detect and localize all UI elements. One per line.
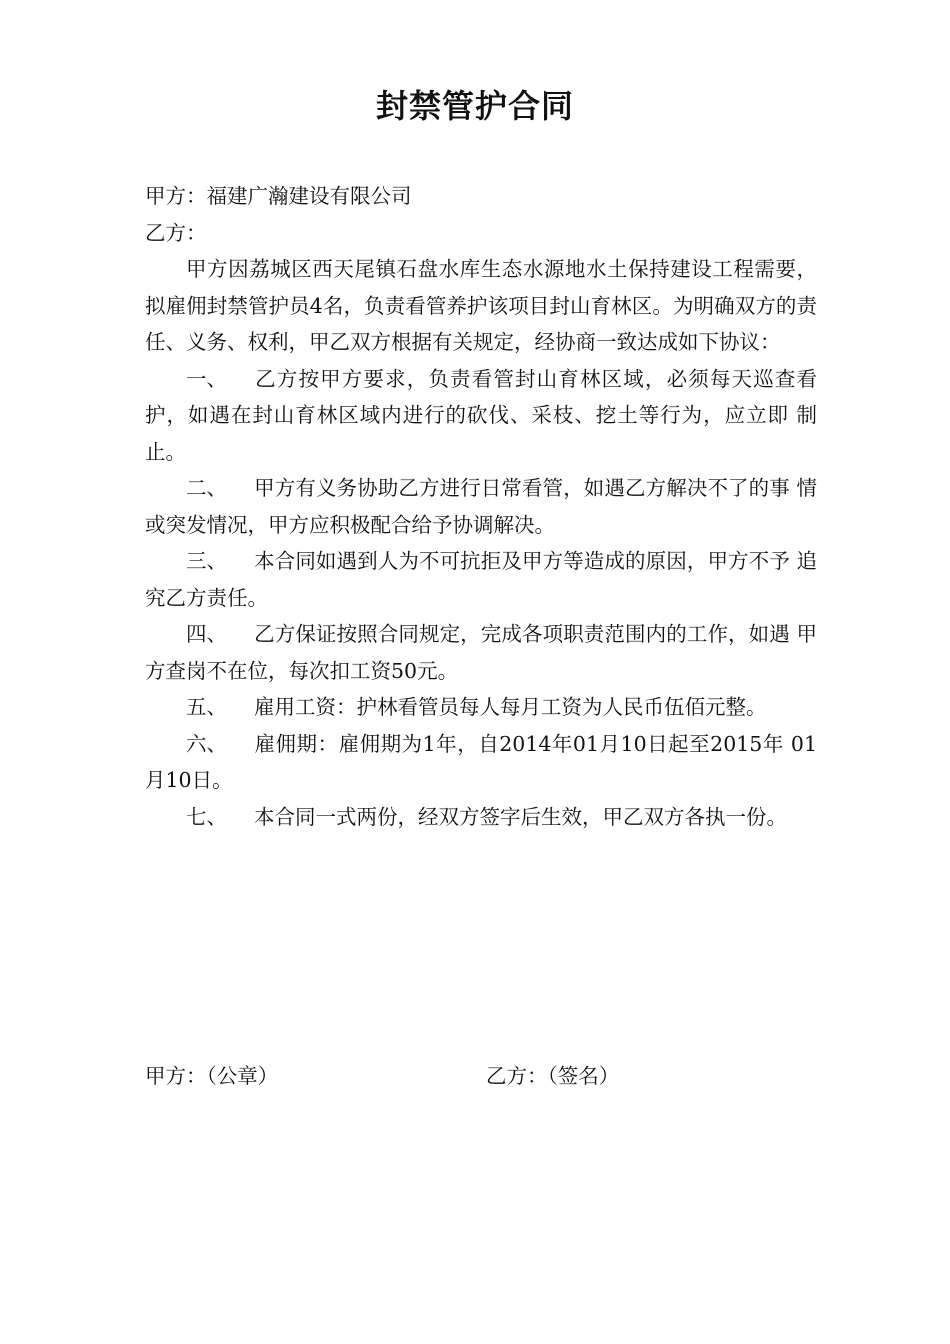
clause-4: [145, 616, 817, 689]
clause-number: 七、: [186, 804, 227, 829]
signature-party-b: 乙方：（签名）: [486, 1064, 620, 1088]
clause-text: 雇用工资：护林看管员每人每月工资为人民币伍佰元整。: [254, 695, 767, 719]
clause-number: 一、: [186, 366, 227, 391]
clause-7: [145, 799, 817, 836]
clause-2: [145, 470, 817, 543]
signature-party-a: 甲方：（公章）: [145, 1064, 279, 1088]
clause-number: 二、: [186, 476, 227, 500]
clause-number: 三、: [186, 549, 227, 573]
clause-1: [145, 361, 817, 471]
clause-text: 本合同如遇到人为不可抗拒及甲方等造成的原因，甲方不予 追究乙方责任。: [145, 549, 817, 610]
party-b-line: 乙方：: [145, 220, 207, 245]
clause-number: 四、: [186, 622, 227, 646]
clause-text: 乙方按甲方要求，负责看管封山育林区域，必须每天巡查看 护，如遇在封山育林区域内进行的砍伐、采枝、挖土等行为，应立即 制止。: [145, 366, 817, 464]
document-body: [145, 178, 817, 835]
clause-text: 甲方有义务协助乙方进行日常看管，如遇乙方解决不了的事 情或突发情况，甲方应积极配合给予协调解决。: [145, 476, 817, 537]
intro-paragraph: 甲方因荔城区西天尾镇石盘水库生态水源地水土保持建设工程需要，拟雇佣封禁管护员4名，负责看管养护该项目封山育林区。为明确双方的责任、义务、权利，甲乙双方根据有关规定，经协商一致达成如下协议：: [145, 257, 817, 354]
clause-number: 六、: [186, 731, 227, 756]
clause-5: [145, 689, 817, 726]
clause-text: 本合同一式两份，经双方签字后生效，甲乙双方各执一份。: [254, 804, 787, 829]
clause-number: 五、: [186, 695, 227, 719]
clause-text: 乙方保证按照合同规定，完成各项职责范围内的工作，如遇 甲方查岗不在位，每次扣工资50元。: [145, 622, 817, 683]
clause-text: 雇佣期：雇佣期为1年，自2014年01月10日起至2015年 01月10日。: [145, 731, 817, 792]
party-a-line: 甲方：福建广瀚建设有限公司: [145, 184, 412, 208]
clause-6: [145, 726, 817, 799]
clause-3: [145, 543, 817, 616]
document-title: 封禁管护合同: [375, 87, 574, 125]
